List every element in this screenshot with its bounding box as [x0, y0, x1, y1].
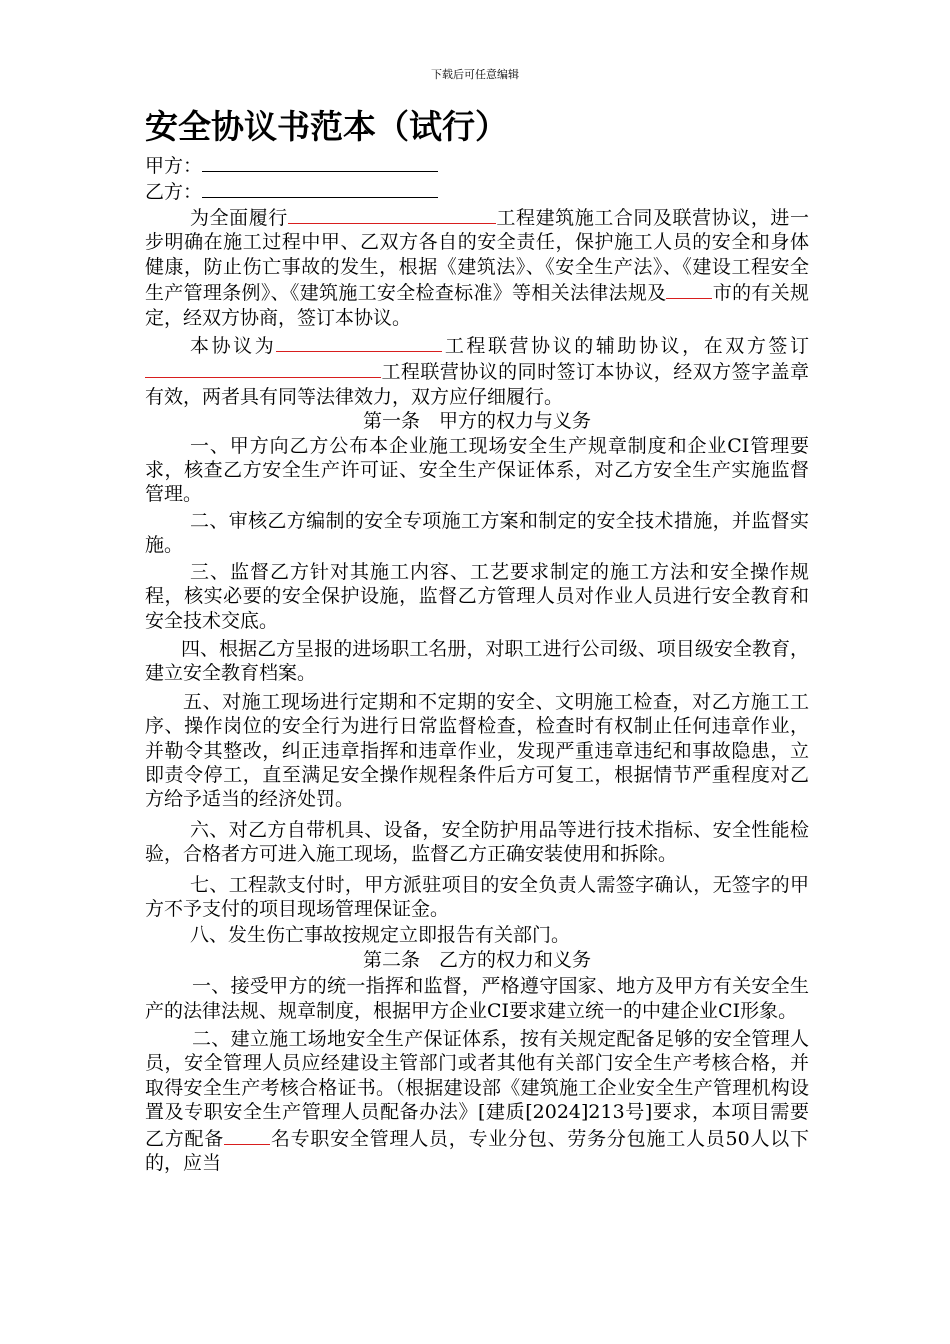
party-b-label: 乙方： [145, 181, 203, 203]
party-a-line [145, 152, 809, 178]
party-b-blank[interactable] [202, 178, 438, 198]
article-2-title: 第二条 乙方的权力和义务 [362, 948, 591, 971]
document-body [145, 104, 809, 1175]
article-1-title: 第一条 甲方的权力与义务 [362, 410, 591, 433]
intro-paragraph-2: 本协议为 工程联营协议的辅助协议，在双方签订工程联营协议的同时签订本协议，经双方签字盖章有效，两者具有同等法律效力，双方应仔细履行。 [145, 332, 809, 409]
article-1-item: 二、审核乙方编制的安全专项施工方案和制定的安全技术措施，并监督实施。 [145, 509, 809, 557]
document-title: 安全协议书范本（试行） [145, 107, 508, 146]
project-name-blank[interactable] [288, 204, 496, 224]
header-note: 下载后可任意编辑 [431, 68, 519, 81]
article-1-item: 四、根据乙方呈报的进场职工名册，对职工进行公司级、项目级安全教育，建立安全教育档案。 [145, 637, 809, 685]
party-a-blank[interactable] [202, 152, 438, 172]
article-1-item: 六、对乙方自带机具、设备，安全防护用品等进行技术指标、安全性能检验，合格者方可进入施工现场，监督乙方正确安装使用和拆除。 [145, 818, 809, 866]
agreement-project-blank-2[interactable] [145, 358, 381, 378]
agreement-project-blank-1[interactable] [276, 332, 442, 352]
article-1-item: 七、工程款支付时，甲方派驻项目的安全负责人需签字确认，无签字的甲方不予支付的项目现场管理保证金。 [145, 873, 809, 920]
city-blank[interactable] [666, 279, 712, 299]
intro-paragraph-1: 为全面履行 工程建筑施工合同及联营协议，进一步明确在施工过程中甲、乙双方各自的安全责任，保护施工人员的安全和身体健康，防止伤亡事故的发生，根据《建筑法》、《安全生产法》、《建设工程安全生产管理条例》、《建筑施工安全检查标准》等相关法律法规及 市的有关规定，经双方协商，签订本协议。 [145, 204, 809, 330]
staff-count-blank[interactable] [224, 1125, 270, 1145]
party-b-line [145, 178, 809, 204]
party-a-label: 甲方： [145, 155, 203, 177]
article-1-item: 五、对施工现场进行定期和不定期的安全、文明施工检查，对乙方施工工序、操作岗位的安全行为进行日常监督检查，检查时有权制止任何违章作业，并勒令其整改，纠正违章指挥和违章作业，发现严重违章违纪和事故隐患，立即责令停工，直至满足安全操作规程条件后方可复工，根据情节严重程度对乙方给予适当的经济处罚。 [145, 690, 809, 811]
article-2-item: 一、接受甲方的统一指挥和监督，严格遵守国家、地方及甲方有关安全生产的法律法规、规章制度，根据甲方企业CI要求建立统一的中建企业CI形象。 [145, 975, 809, 1022]
article-1-item: 八、发生伤亡事故按规定立即报告有关部门。 [190, 924, 571, 947]
article-2-item: 二、建立施工场地安全生产保证体系，按有关规定配备足够的安全管理人员，安全管理人员应经建设主管部门或者其他有关部门安全生产考核合格，并取得安全生产考核合格证书。（根据建设部《建筑施工企业安全生产管理机构设置及专职安全生产管理人员配备办法》[建质[2024]213号]要求，本项目需要乙方配备 名专职安全管理人员，专业分包、劳务分包施工人员50人以下的，应当 [145, 1028, 809, 1175]
article-1-item: 一、甲方向乙方公布本企业施工现场安全生产规章制度和企业CI管理要求，核查乙方安全生产许可证、安全生产保证体系，对乙方安全生产实施监督管理。 [145, 434, 809, 506]
article-1-item: 三、监督乙方针对其施工内容、工艺要求制定的施工方法和安全操作规程，核实必要的安全保护设施，监督乙方管理人员对作业人员进行安全教育和安全技术交底。 [145, 560, 809, 632]
